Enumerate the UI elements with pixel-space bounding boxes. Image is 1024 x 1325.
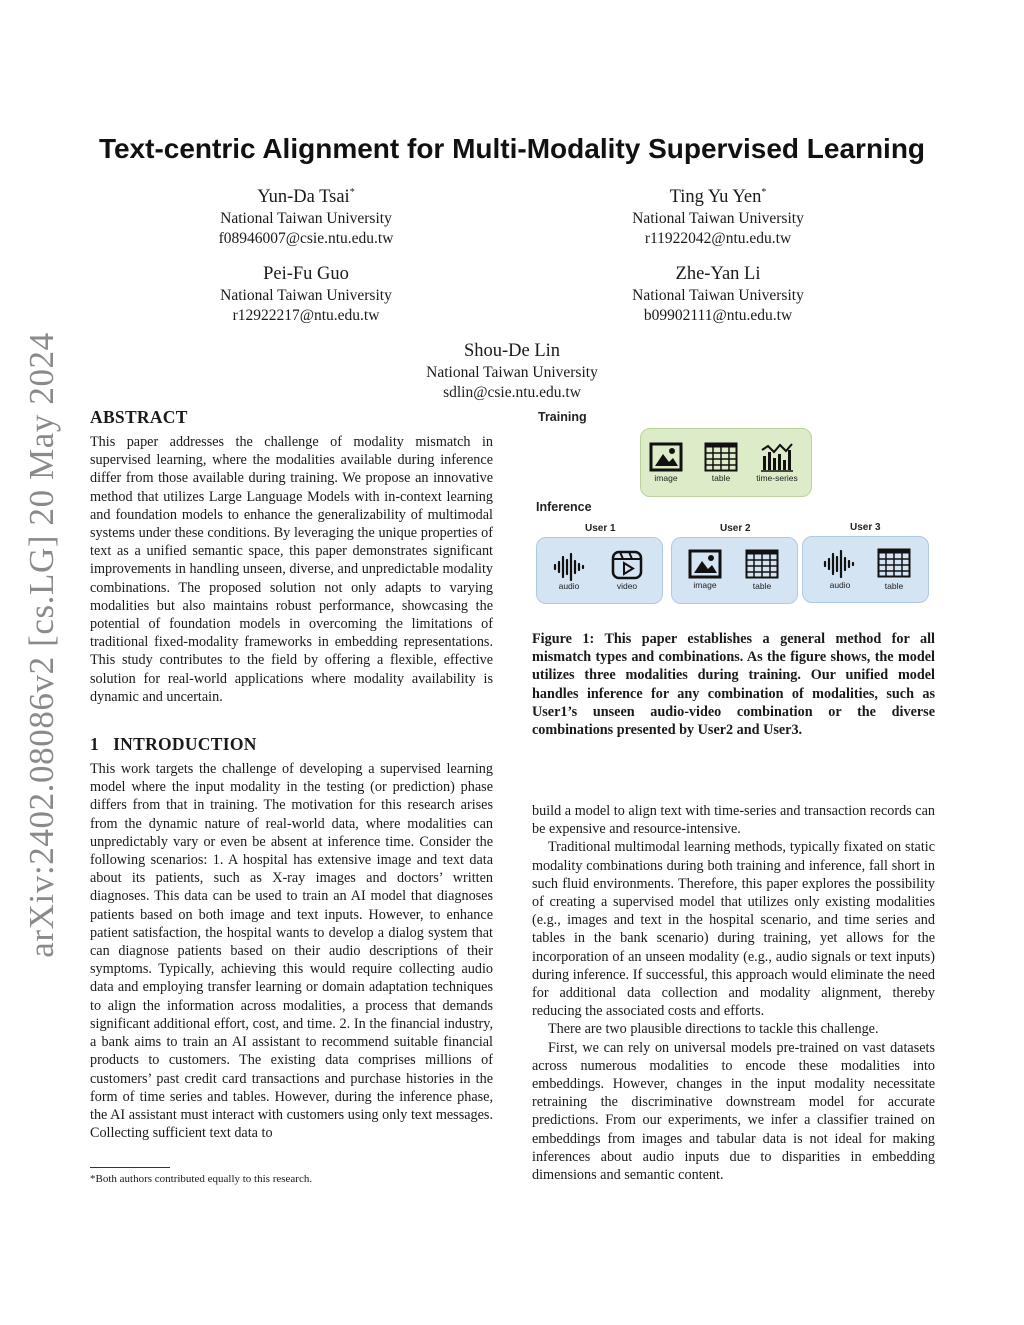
section-title: INTRODUCTION: [113, 734, 257, 755]
training-item-label: image: [654, 473, 678, 483]
arxiv-identifier: arXiv:2402.08086v2 [cs.LG] 20 May 2024: [22, 332, 61, 958]
author-name: Shou-De Lin: [463, 341, 561, 362]
user-item-label: image: [693, 580, 717, 590]
footnote-rule: [90, 1167, 170, 1168]
author-affiliation: National Taiwan University: [426, 364, 598, 382]
author-affiliation: National Taiwan University: [220, 210, 392, 228]
author-block: [568, 258, 868, 326]
user-item-label: table: [752, 581, 772, 591]
image-icon: [649, 442, 683, 474]
inference-label: Inference: [536, 500, 592, 514]
left-column: [90, 407, 493, 1142]
abstract-heading: ABSTRACT: [90, 407, 188, 427]
author-name: Zhe-Yan Li: [675, 264, 761, 285]
user-item-label: audio: [558, 581, 580, 591]
training-label: Training: [538, 410, 587, 424]
video-icon: [610, 549, 644, 581]
author-affiliation: National Taiwan University: [632, 287, 804, 305]
intro-paragraph: Traditional multimodal learning methods, typically fixated on static modality combinations during both training and inference, fall short in such fluid environments. Therefore, this paper explores the possibility of creating a supervised model that utilizes only existing modalities (e.g., images and text in the hospital scenario, and time series and tables in the bank scenario) during training, yet allows for the incorporation of an unseen modality (e.g., audio signals or text inputs) during inference. If successful, this approach would eliminate the need for additional data collection and modality alignment, thereby reducing the associated costs and efforts.: [532, 839, 935, 1020]
introduction-heading: [90, 734, 493, 755]
training-item-label: table: [711, 473, 731, 483]
author-email: sdlin@csie.ntu.edu.tw: [443, 384, 581, 402]
user-label: User 1: [585, 523, 616, 534]
table-icon: [877, 548, 911, 580]
author-affiliation: National Taiwan University: [632, 210, 804, 228]
audio-icon: [822, 548, 856, 580]
author-block: [156, 258, 456, 326]
training-item-label: time-series: [756, 473, 798, 483]
figure-caption: Figure 1: This paper establishes a general method for all mismatch types and combinations. As the figure shows, the model utilizes three modalities during training. Our unified model handles inference for any combination of modalities, such as User1’s unseen audio-video combination or the diverse combinations presented by User2 and User3.: [532, 631, 935, 739]
author-email: r11922042@ntu.edu.tw: [644, 230, 792, 248]
intro-paragraph: There are two plausible directions to tackle this challenge.: [548, 1021, 879, 1038]
user-item-label: table: [884, 581, 904, 591]
author-name: Ting Yu Yen: [669, 187, 762, 208]
time-series-icon: [760, 442, 794, 474]
abstract-text: This paper addresses the challenge of modality mismatch in supervised learning, where the modalities available during inference differ from those available during training. We propose an innovative method that utilizes Large Language Models with in-context learning and foundation models to enhance the generalizability of multimodal systems under these conditions. By leveraging the unique properties of text as a unified semantic space, this paper demonstrates significant improvements in handling unseen, diverse, and unpredictable modality combinations. The proposed solution not only adapts to varying modalities but also maintains robust performance, showcasing the potential of foundation models in overcoming the limitations of traditional fixed-modality frameworks in embedding representations. This study contributes to the field by offering a flexible, effective solution for real-world applications where modality availability is dynamic and uncertain.: [90, 434, 493, 705]
paper-title: Text-centric Alignment for Multi-Modality Supervised Learning: [98, 133, 926, 164]
user-label: User 3: [850, 522, 881, 533]
audio-icon: [552, 551, 586, 583]
footnote: *Both authors contributed equally to this research.: [90, 1173, 313, 1185]
user-item-label: video: [616, 581, 638, 591]
image-icon: [688, 549, 722, 581]
arxiv-side-stamp: [12, 332, 72, 958]
intro-paragraph: First, we can rely on universal models pre-trained on vast datasets across numerous modalities to encode these modalities into embeddings. However, changes in the input modality necessitate retraining the discriminative downstream model for accurate predictions. From our experiments, we infer a classifier trained on embeddings from images and tabular data is not ideal for making inferences about audio inputs due to disparities in embedding dimensions and semantic content.: [532, 1039, 935, 1184]
author-block: [156, 181, 456, 249]
author-email: r12922217@ntu.edu.tw: [232, 307, 380, 325]
figure-1: [532, 405, 942, 615]
author-email: f08946007@csie.ntu.edu.tw: [218, 230, 394, 248]
equal-contribution-mark: *: [349, 187, 355, 198]
author-email: b09902111@ntu.edu.tw: [643, 307, 793, 325]
author-name: Yun-Da Tsai: [257, 187, 350, 208]
author-block: [568, 181, 868, 249]
right-column: [532, 802, 935, 1184]
intro-paragraph: This work targets the challenge of developing a supervised learning model where the input modality in the testing (or prediction) phase differs from that in training. The motivation for this research arises from the dynamic nature of real-world data, where modalities can unpredictably vary or even be absent at inference time. Consider the following scenarios: 1. A hospital has extensive image and text data about its patients, such as X-ray images and doctors’ written diagnoses. This data can be used to train an AI model that diagnoses patients based on both image and text inputs. However, to enhance patient satisfaction, the hospital wants to develop a dialog system that can diagnose patients based on their audio descriptions of their symptoms. Typically, achieving this would require collecting audio data and employing transfer learning or domain adaptation techniques to align the information across modalities, a process that demands significant additional effort, cost, and time. 2. In the financial industry, a bank aims to train an AI assistant to recommend suitable financial products to customers. The existing data comprises millions of customers’ past credit card transactions and purchase histories in the form of time series and tables. However, during the inference phase, the AI assistant must interact with customers using only text messages. Collecting sufficient text data to: [90, 761, 493, 1142]
equal-contribution-mark: *: [761, 187, 767, 198]
table-icon: [704, 442, 738, 474]
user-item-label: audio: [829, 580, 851, 590]
intro-paragraph: build a model to align text with time-series and transaction records can be expensive and resource-intensive.: [532, 803, 935, 838]
section-number: 1: [90, 734, 100, 755]
author-block: [362, 335, 662, 403]
author-name: Pei-Fu Guo: [263, 264, 349, 285]
table-icon: [745, 549, 779, 581]
user-label: User 2: [720, 523, 751, 534]
author-affiliation: National Taiwan University: [220, 287, 392, 305]
